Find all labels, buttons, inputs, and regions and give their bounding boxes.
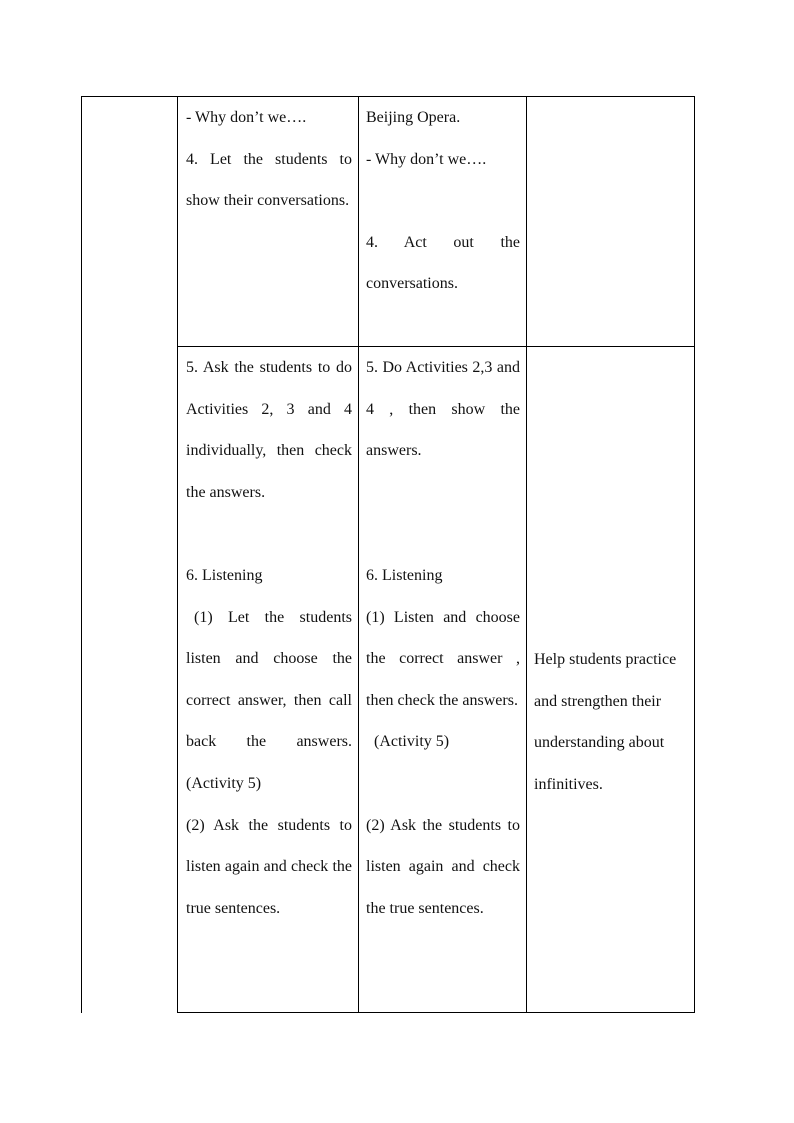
cell-paragraph: (2) Ask the students to listen again and check the true sentences. bbox=[186, 816, 352, 917]
bottom-border bbox=[177, 1012, 695, 1013]
cell-paragraph bbox=[366, 180, 520, 222]
cell-paragraph: Beijing Opera. bbox=[366, 109, 461, 126]
cell-paragraph: 4. Let the students to show their conversations. bbox=[186, 150, 352, 210]
cell-paragraph: (2) Ask the students to listen again and check the true sentences. bbox=[366, 816, 520, 917]
left-outer-border bbox=[81, 96, 82, 1013]
cell-paragraph bbox=[366, 513, 520, 555]
right-outer-border bbox=[694, 96, 695, 1013]
cell-paragraph: 5. Do Activities 2,3 and 4 , then show the answers. bbox=[366, 359, 520, 460]
column-divider-1 bbox=[177, 96, 178, 1013]
cell-paragraph: 5. Ask the students to do Activities 2, 3 and 4 individually, then check the answers. bbox=[186, 359, 352, 501]
cell-paragraph: - Why don’t we…. bbox=[366, 150, 487, 168]
cell-paragraph: (Activity 5) bbox=[374, 733, 450, 751]
cell-paragraph: - Why don’t we…. bbox=[186, 109, 307, 126]
row1-teacher-cell bbox=[186, 97, 352, 222]
row2-student-cell bbox=[366, 347, 520, 929]
cell-paragraph bbox=[366, 763, 520, 805]
row2-purpose-cell bbox=[534, 639, 689, 805]
cell-paragraph: (1) Listen and choose the correct answer , then check the answers. bbox=[366, 608, 520, 709]
lesson-plan-table bbox=[81, 96, 695, 1013]
cell-paragraph bbox=[186, 513, 352, 555]
column-divider-2 bbox=[358, 96, 359, 1013]
cell-paragraph: (1) Let the students listen and choose the correct answer, then call back the answers. (Activity 5) bbox=[186, 608, 352, 792]
column-divider-3 bbox=[526, 96, 527, 1013]
cell-paragraph bbox=[366, 472, 520, 514]
cell-paragraph: 6. Listening bbox=[186, 566, 263, 584]
row2-teacher-cell bbox=[186, 347, 352, 929]
cell-paragraph: 6. Listening bbox=[366, 566, 443, 584]
row1-student-cell bbox=[366, 97, 520, 305]
cell-paragraph: Help students practice and strengthen their understanding about infinitives. bbox=[534, 651, 677, 793]
cell-paragraph: 4. Act out the conversations. bbox=[366, 233, 520, 293]
